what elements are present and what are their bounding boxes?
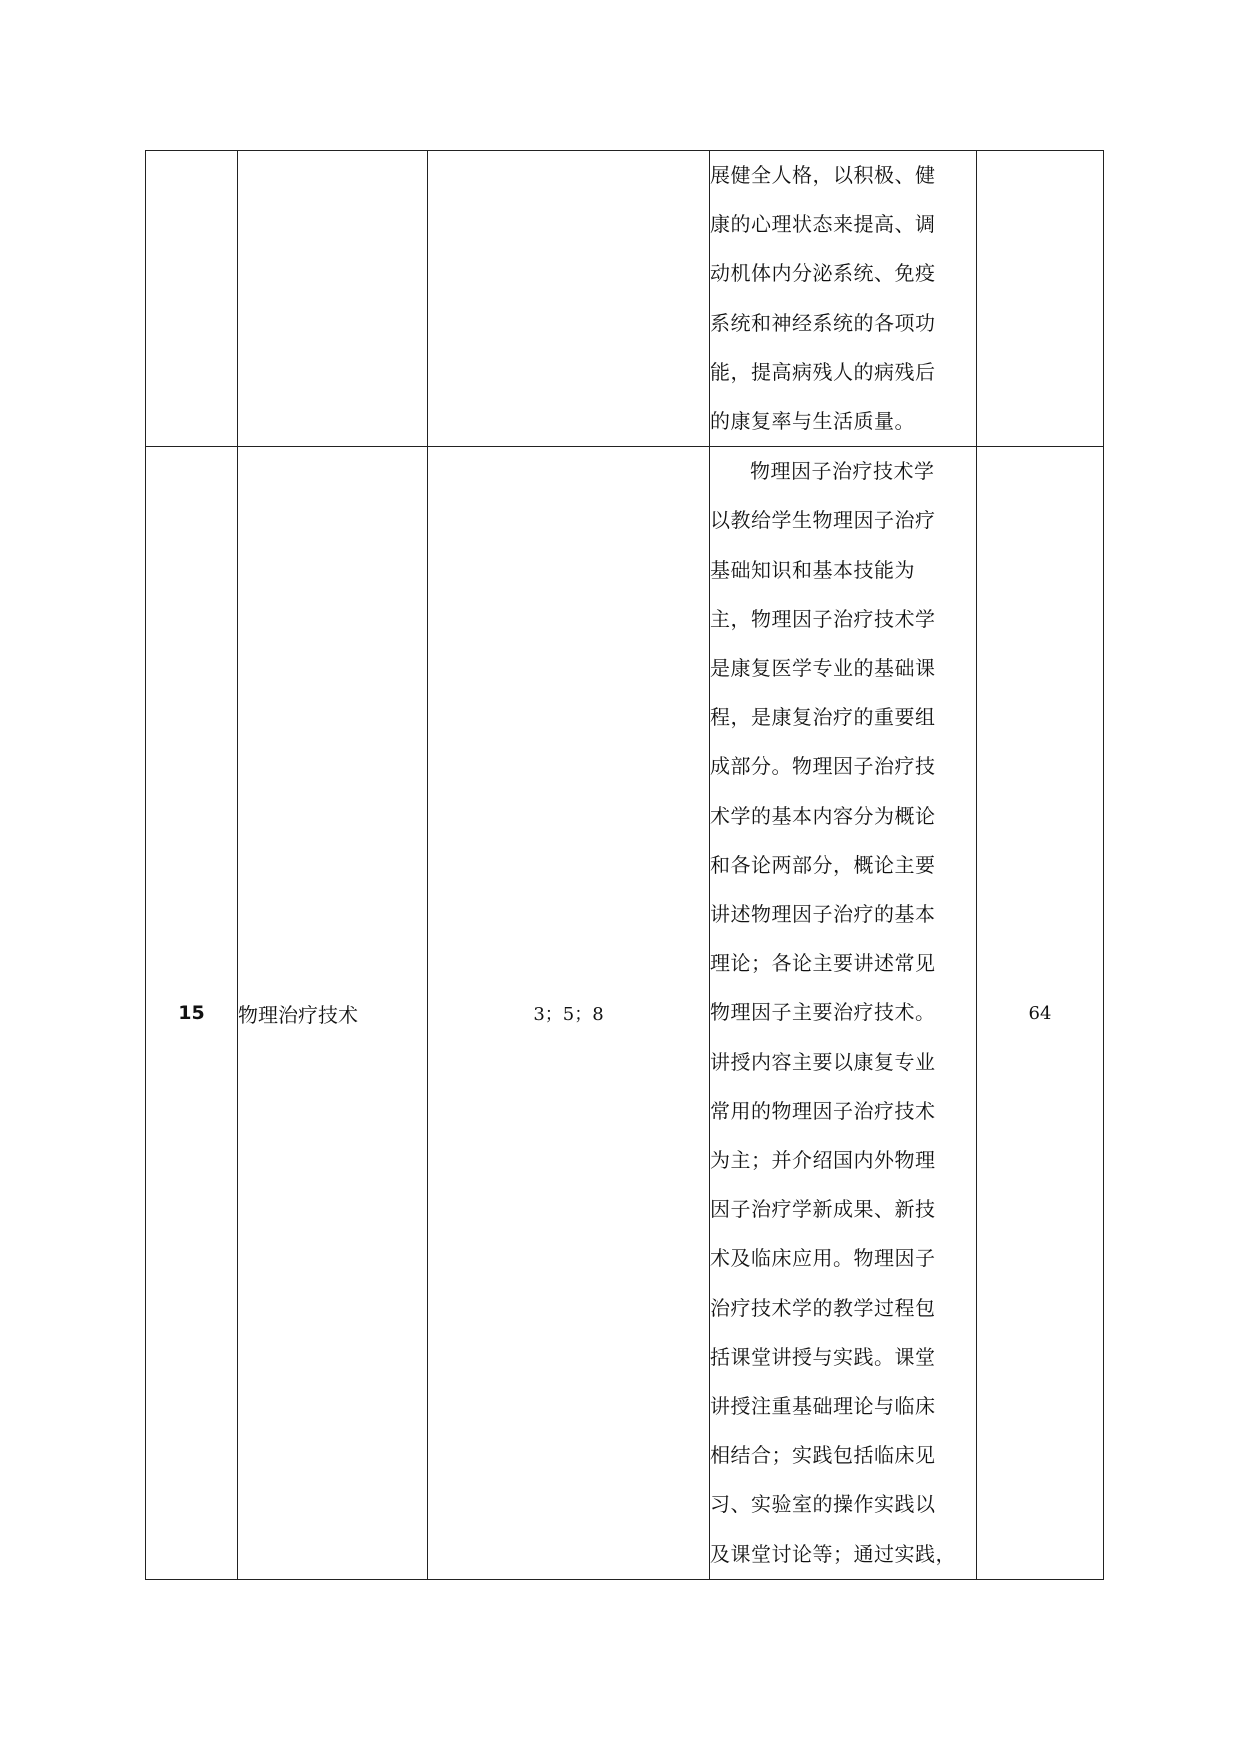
hours-cell bbox=[977, 151, 1104, 447]
description-line: 能，提高病残人的病残后 bbox=[710, 359, 936, 384]
description-line: 因子治疗学新成果、新技 bbox=[710, 1197, 936, 1222]
hours-cell: 64 bbox=[977, 447, 1104, 1580]
description-line: 讲授注重基础理论与临床 bbox=[710, 1394, 936, 1419]
description-line: 讲授内容主要以康复专业 bbox=[710, 1049, 936, 1074]
description-line: 讲述物理因子治疗的基本 bbox=[710, 902, 936, 927]
description-line: 术及临床应用。物理因子 bbox=[710, 1246, 936, 1271]
course-description-cell bbox=[710, 151, 977, 447]
description-line: 和各论两部分，概论主要 bbox=[710, 852, 936, 877]
course-number-cell: 15 bbox=[146, 447, 238, 1580]
description-line: 康的心理状态来提高、调 bbox=[710, 212, 936, 237]
course-description-cell bbox=[710, 447, 977, 1580]
description-line: 习、实验室的操作实践以 bbox=[710, 1492, 936, 1517]
description-line: 的康复率与生活质量。 bbox=[710, 409, 915, 434]
description-line: 理论；各论主要讲述常见 bbox=[710, 951, 936, 976]
description-line: 动机体内分泌系统、免疫 bbox=[710, 261, 936, 286]
description-line: 是康复医学专业的基础课 bbox=[710, 656, 936, 681]
course-name-cell: 物理治疗技术 bbox=[238, 447, 428, 1580]
description-line: 术学的基本内容分为概论 bbox=[710, 803, 936, 828]
table-row bbox=[146, 151, 1104, 447]
description-line: 成部分。物理因子治疗技 bbox=[710, 754, 936, 779]
description-line: 常用的物理因子治疗技术 bbox=[710, 1098, 936, 1123]
course-name-cell bbox=[238, 151, 428, 447]
description-line: 展健全人格，以积极、健 bbox=[710, 163, 936, 187]
description-line: 基础知识和基本技能为 bbox=[710, 557, 915, 582]
description-line: 为主；并介绍国内外物理 bbox=[710, 1148, 936, 1173]
description-line: 程，是康复治疗的重要组 bbox=[710, 705, 936, 730]
semester-cell bbox=[428, 151, 710, 447]
description-line: 系统和神经系统的各项功 bbox=[710, 310, 936, 335]
description-line: 相结合；实践包括临床见 bbox=[710, 1443, 936, 1468]
semester-cell: 3；5；8 bbox=[428, 447, 710, 1580]
description-line: 以教给学生物理因子治疗 bbox=[710, 508, 936, 533]
description-line: 括课堂讲授与实践。课堂 bbox=[710, 1344, 936, 1369]
table-row bbox=[146, 447, 1104, 1580]
course-number-cell bbox=[146, 151, 238, 447]
course-table bbox=[145, 150, 1104, 1580]
description-line: 治疗技术学的教学过程包 bbox=[710, 1295, 936, 1320]
description-line: 物理因子主要治疗技术。 bbox=[710, 1000, 936, 1025]
description-line: 主，物理因子治疗技术学 bbox=[710, 606, 936, 631]
description-line: 物理因子治疗技术学 bbox=[750, 459, 935, 484]
description-line: 及课堂讨论等；通过实践， bbox=[710, 1541, 956, 1566]
